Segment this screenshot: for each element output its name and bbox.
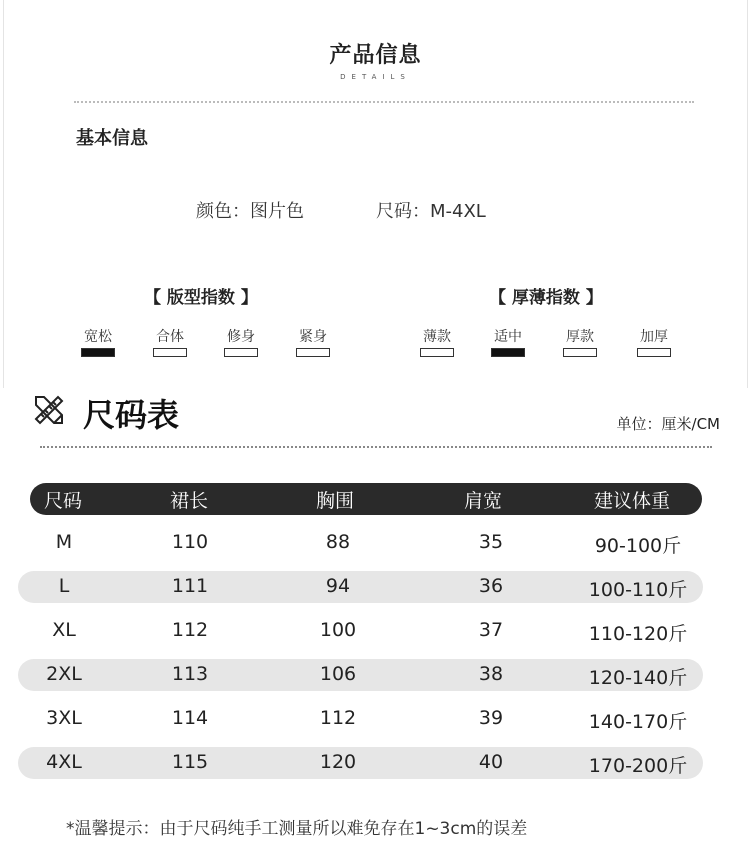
table-row xyxy=(18,703,703,735)
table-cell: 90-100斤 xyxy=(594,535,682,557)
option-indicator xyxy=(211,326,271,357)
option-box xyxy=(491,348,525,357)
table-cell: 112 xyxy=(171,619,209,641)
table-cell: 100 xyxy=(319,619,357,641)
table-cell: 3XL xyxy=(46,707,82,729)
table-cell: XL xyxy=(52,619,76,641)
dotted-divider xyxy=(74,101,694,103)
table-cell: 4XL xyxy=(46,751,82,773)
table-cell: 88 xyxy=(325,531,351,553)
option-box xyxy=(420,348,454,357)
table-cell: 94 xyxy=(325,575,351,597)
fit-index-title: 【 版型指数 】 xyxy=(144,288,258,308)
size-info: 尺码：M-4XL xyxy=(376,201,486,222)
table-cell: 39 xyxy=(478,707,504,729)
option-box xyxy=(153,348,187,357)
table-cell: 120-140斤 xyxy=(588,667,688,689)
column-header: 裙长 xyxy=(170,490,209,512)
table-cell: 40 xyxy=(478,751,504,773)
table-cell: 112 xyxy=(319,707,357,729)
option-box xyxy=(637,348,671,357)
option-label: 加厚 xyxy=(640,329,668,345)
size-table-header xyxy=(30,483,702,515)
table-cell: 106 xyxy=(319,663,357,685)
size-chart-title: 尺码表 xyxy=(83,396,180,434)
option-indicator xyxy=(407,326,467,357)
column-header: 建议体重 xyxy=(594,490,671,512)
table-cell: 37 xyxy=(478,619,504,641)
option-label: 薄款 xyxy=(423,329,451,345)
ruler-pencil-icon xyxy=(32,393,66,427)
table-cell: 110 xyxy=(171,531,209,553)
option-box xyxy=(224,348,258,357)
page-subtitle: DETAILS xyxy=(340,73,411,81)
column-header: 胸围 xyxy=(316,490,355,512)
table-row xyxy=(18,571,703,603)
page-title: 产品信息 xyxy=(329,43,422,68)
option-label: 宽松 xyxy=(84,329,112,345)
table-cell: 140-170斤 xyxy=(588,711,688,733)
table-row xyxy=(18,747,703,779)
option-box xyxy=(563,348,597,357)
table-cell: 120 xyxy=(319,751,357,773)
color-info: 颜色：图片色 xyxy=(196,201,304,222)
column-header: 肩宽 xyxy=(464,490,503,512)
table-cell: L xyxy=(58,575,70,597)
option-indicator xyxy=(478,326,538,357)
option-indicator xyxy=(140,326,200,357)
size-note: *温馨提示：由于尺码纯手工测量所以难免存在1~3cm的误差 xyxy=(66,819,528,839)
table-cell: M xyxy=(55,531,73,553)
option-label: 适中 xyxy=(494,329,522,345)
column-header: 尺码 xyxy=(44,490,83,512)
table-cell: 35 xyxy=(478,531,504,553)
table-cell: 114 xyxy=(171,707,209,729)
table-row xyxy=(18,615,703,647)
table-cell: 2XL xyxy=(46,663,82,685)
option-label: 紧身 xyxy=(299,329,327,345)
table-cell: 100-110斤 xyxy=(588,579,688,601)
table-cell: 36 xyxy=(478,575,504,597)
table-cell: 111 xyxy=(171,575,209,597)
section-title: 基本信息 xyxy=(76,128,148,149)
option-box xyxy=(81,348,115,357)
option-indicator xyxy=(624,326,684,357)
table-cell: 170-200斤 xyxy=(588,755,688,777)
option-label: 修身 xyxy=(227,329,255,345)
table-cell: 113 xyxy=(171,663,209,685)
option-label: 厚款 xyxy=(566,329,594,345)
option-label: 合体 xyxy=(156,329,184,345)
option-box xyxy=(296,348,330,357)
option-indicator xyxy=(68,326,128,357)
option-indicator xyxy=(283,326,343,357)
unit-label: 单位：厘米/CM xyxy=(616,415,720,433)
dotted-divider xyxy=(40,446,712,448)
table-row xyxy=(18,659,703,691)
table-cell: 115 xyxy=(171,751,209,773)
thickness-index-title: 【 厚薄指数 】 xyxy=(489,288,603,308)
table-row xyxy=(18,527,703,559)
table-cell: 38 xyxy=(478,663,504,685)
product-info-card xyxy=(3,0,748,388)
table-cell: 110-120斤 xyxy=(588,623,688,645)
option-indicator xyxy=(550,326,610,357)
